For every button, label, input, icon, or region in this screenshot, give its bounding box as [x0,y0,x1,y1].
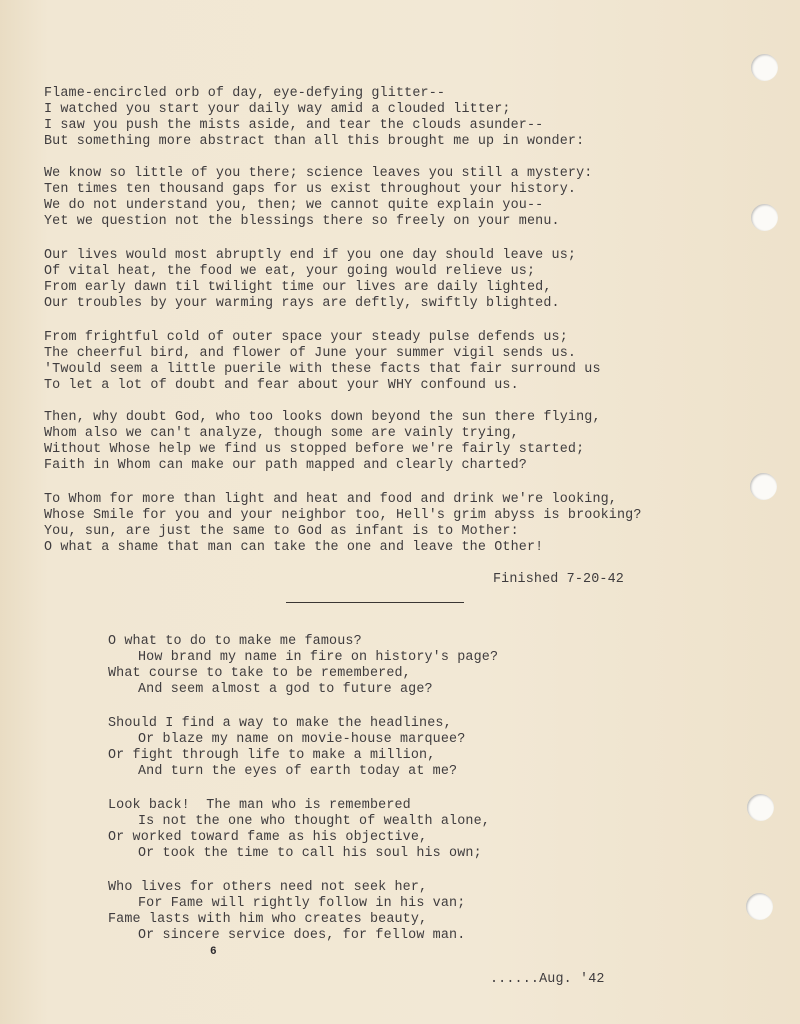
poem-line: O what a shame that man can take the one and leave the Other! [44,540,544,555]
poem-line: Whom also we can't analyze, though some are vainly trying, [44,426,519,441]
poem-line: And seem almost a god to future age? [138,682,433,697]
poem-line: And turn the eyes of earth today at me? [138,764,458,779]
finished-date: Finished 7-20-42 [493,572,624,587]
poem-line: What course to take to be remembered, [108,666,411,681]
poem-line: Or blaze my name on movie-house marquee? [138,732,466,747]
poem-line: Or worked toward fame as his objective, [108,830,428,845]
poem-line: O what to do to make me famous? [108,634,362,649]
binder-hole [750,473,777,500]
poem-line: Is not the one who thought of wealth alone, [138,814,490,829]
page-number: 6 [210,946,217,958]
poem-line: Who lives for others need not seek her, [108,880,428,895]
poem-line: You, sun, are just the same to God as infant is to Mother: [44,524,519,539]
poem-line: We know so little of you there; science leaves you still a mystery: [44,166,593,181]
poem-line: Should I find a way to make the headlines, [108,716,452,731]
poem-line: Or fight through life to make a million, [108,748,436,763]
poem-line: To let a lot of doubt and fear about your WHY confound us. [44,378,519,393]
poem-line: Yet we question not the blessings there so freely on your menu. [44,214,560,229]
poem-date: ......Aug. '42 [490,972,605,987]
poem-line: Then, why doubt God, who too looks down beyond the sun there flying, [44,410,601,425]
poem-line: The cheerful bird, and flower of June your summer vigil sends us. [44,346,577,361]
poem-line: How brand my name in fire on history's page? [138,650,499,665]
poem-line: Or took the time to call his soul his own; [138,846,482,861]
binder-hole [747,794,774,821]
poem-line: Our lives would most abruptly end if you one day should leave us; [44,248,577,263]
poem-line: I watched you start your daily way amid a clouded litter; [44,102,511,117]
binder-hole [746,893,773,920]
poem-line: But something more abstract than all this brought me up in wonder: [44,134,585,149]
binder-hole [751,204,778,231]
poem-line: To Whom for more than light and heat and food and drink we're looking, [44,492,617,507]
poem-line: 'Twould seem a little puerile with these facts that fair surround us [44,362,601,377]
poem-line: From frightful cold of outer space your steady pulse defends us; [44,330,568,345]
poem-line: We do not understand you, then; we cannot quite explain you-- [44,198,544,213]
poem-line: Our troubles by your warming rays are deftly, swiftly blighted. [44,296,560,311]
poem-line: Look back! The man who is remembered [108,798,411,813]
poem-line: I saw you push the mists aside, and tear the clouds asunder-- [44,118,544,133]
binder-hole [751,54,778,81]
poem-line: Flame-encircled orb of day, eye-defying glitter-- [44,86,446,101]
section-divider [286,602,464,603]
poem-line: Of vital heat, the food we eat, your going would relieve us; [44,264,536,279]
poem-line: Faith in Whom can make our path mapped and clearly charted? [44,458,527,473]
poem-line: Whose Smile for you and your neighbor too, Hell's grim abyss is brooking? [44,508,642,523]
poem-line: Without Whose help we find us stopped before we're fairly started; [44,442,585,457]
poem-line: From early dawn til twilight time our lives are daily lighted, [44,280,552,295]
poem-line: For Fame will rightly follow in his van; [138,896,466,911]
poem-line: Ten times ten thousand gaps for us exist throughout your history. [44,182,577,197]
poem-line: Fame lasts with him who creates beauty, [108,912,428,927]
poem-line: Or sincere service does, for fellow man. [138,928,466,943]
